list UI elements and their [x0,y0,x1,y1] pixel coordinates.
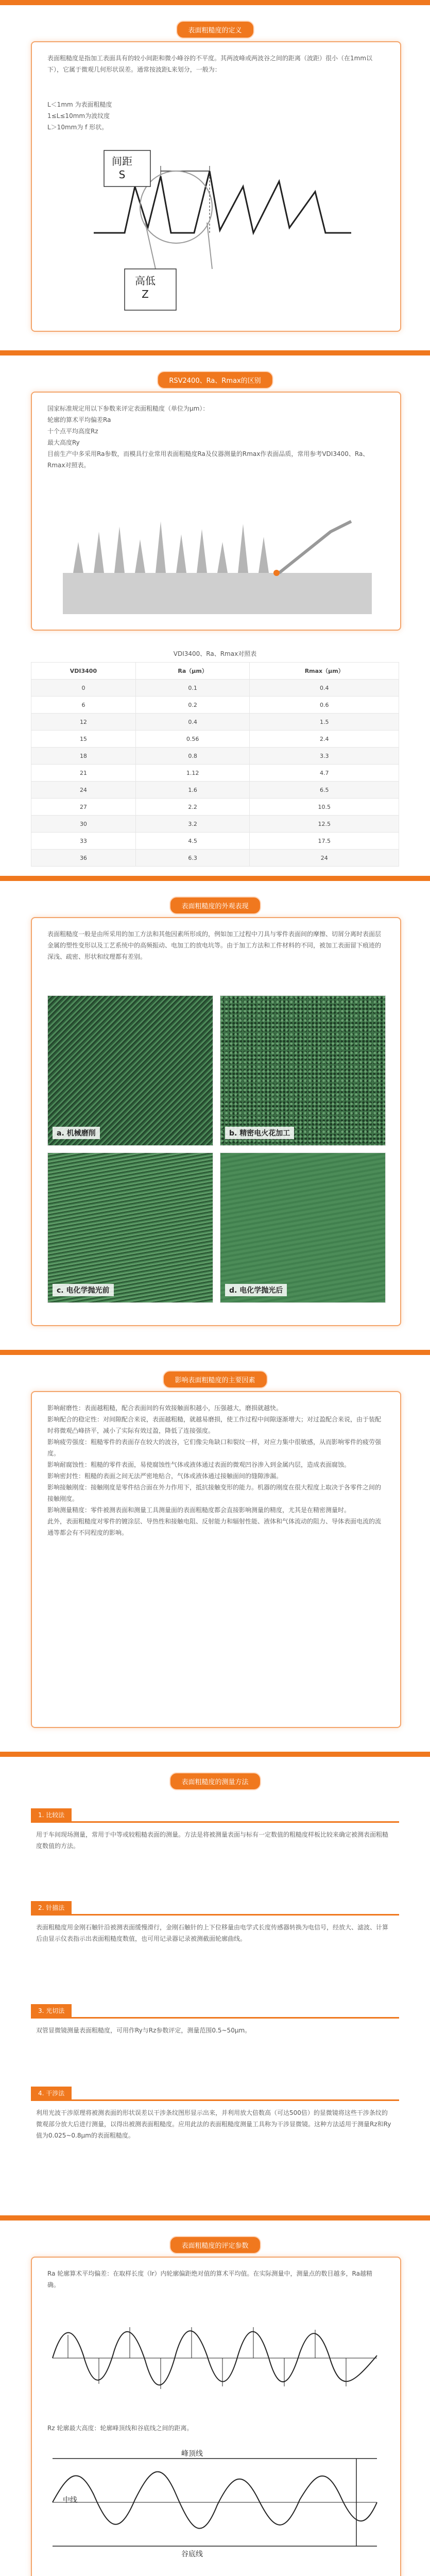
table-cell: 12.5 [250,816,399,833]
header-ra: Ra（μm） [135,663,250,680]
method-text-2: 表面粗糙度用金刚石触针沿被测表面缓慢滑行，金刚石触针的上下位移量由电学式长度传感器转换为电信号，经放大、滤波、计算后由显示仪表指示出表面粗糙度数值，也可用记录器记录被测截面轮廓曲线。 [36,1924,389,1942]
table-row [31,850,399,867]
table-cell: 1.12 [135,765,250,782]
table-cell: 1.6 [135,782,250,799]
appearance-text: 表面粗糙度一般是由所采用的加工方法和其他因素所形成的，例如加工过程中刀具与零件表面间的摩擦、切屑分离时表面层金属的塑性变形以及工艺系统中的高频振动、电加工的放电坑等。由于加工方法和工件材料的不同，被加工表面留下痕迹的深浅、疏密、形状和纹理都有差别。 [47,930,382,960]
parameters-card [31,2257,401,2576]
table-cell: 4.5 [135,833,250,850]
table-cell: 30 [31,816,136,833]
method-line-2 [31,1914,399,1916]
rz-profile-diagram [47,2443,382,2562]
divider-bar-2 [0,876,430,881]
label-pitch: 间距 S [112,155,132,181]
table-title: VDI3400、Ra、Rmax对照表 [173,650,257,657]
definition-line-3: L＞10mm为 f 形状。 [47,124,108,131]
header-rmax: Rmax（μm） [250,663,399,680]
table-cell: 0.8 [135,748,250,765]
caption-d: d. 电化学抛光后 [225,1284,287,1296]
table-cell: 17.5 [250,833,399,850]
method-tag-1: 1. 比较法 [31,1808,72,1821]
section-title-measurement: 表面粗糙度的测量方法 [169,1772,261,1790]
table-cell: 15 [31,731,136,748]
table-cell: 6.5 [250,782,399,799]
divider-bar-4 [0,1752,430,1757]
table-cell: 21 [31,765,136,782]
table-row [31,680,399,697]
method-text-4: 利用光波干涉原理将被测表面的形状误差以干涉条纹图形显示出来，并利用放大倍数高（可达500倍）的显微镜将这些干涉条纹的微观部分放大后进行测量，以得出被测表面粗糙度。应用此法的表面粗糙度测量工具称为干涉显微镜。这种方法适用于测量Rz和Ry值为0.025~0.8μm的表面粗糙度。 [36,2109,391,2139]
image-edm [220,995,386,1146]
caption-a: a. 机械磨削 [53,1127,100,1139]
method-text-1: 用于车间现场测量，常用于中等或较粗糙表面的测量。方法是将被测量表面与标有一定数值的粗糙度样板比较来确定被测表面粗糙度数值的方法。 [36,1831,389,1850]
comparison-card [31,392,401,631]
table-cell: 27 [31,799,136,816]
image-after-polish [220,1153,386,1303]
table-cell: 0.6 [250,697,399,714]
table-row [31,748,399,765]
table-row [31,799,399,816]
image-before-polish [47,1153,213,1303]
ra-description: Ra 轮廓算术平均偏差：在取样长度（lr）内轮廓偏距绝对值的算术平均值。在实际测量中，测量点的数目越多，Ra越精确。 [47,2270,372,2289]
definition-line-2: 1≤L≤10mm为波纹度 [47,112,110,120]
table-row [31,765,399,782]
table-row [31,816,399,833]
table-cell: 6.3 [135,850,250,867]
section-title-parameters: 表面粗糙度的评定参数 [169,2236,261,2254]
table-header-row [31,663,399,680]
divider-bar-3 [0,1350,430,1355]
section-title-influence: 影响表面粗糙度的主要因素 [162,1370,267,1388]
divider-bar-1 [0,350,430,355]
table-row [31,697,399,714]
caption-c: c. 电化学抛光前 [53,1284,114,1296]
method-line-1 [31,1821,399,1823]
comparison-text: 国家标准规定用以下参数来评定表面粗糙度（单位为μm）： 轮廓的算术平均偏差Ra 十个点平均高度Rz 最大高度Ry 目前生产中多采用Ra参数，而模具行业常用表面粗糙度Ra及仪器测量的Rmax作表面品质，常用参考VDI3400、Ra、Rmax对照表。 [47,405,369,469]
caption-b: b. 精密电火花加工 [225,1127,294,1139]
vdi-table [31,662,399,867]
table-cell: 1.5 [250,714,399,731]
table-cell: 0.4 [135,714,250,731]
section-title-comparison: RSV2400、Ra、Rmax的区别 [157,371,273,389]
image-mechanical-grinding [47,995,213,1146]
mean-line-label: 中线 [63,2496,77,2504]
method-line-4 [31,2099,399,2101]
table-cell: 0.56 [135,731,250,748]
definition-line-1: L＜1mm 为表面粗糙度 [47,101,112,108]
valley-line-label: 谷底线 [181,2550,203,2558]
section-title-appearance: 表面粗糙度的外观表现 [169,896,261,914]
definition-card [31,41,401,332]
table-cell: 0.4 [250,680,399,697]
table-row [31,731,399,748]
influence-text: 影响耐磨性：表面越粗糙，配合表面间的有效接触面积越小，压强越大，磨损就越快。 影响配合的稳定性：对间隙配合来说，表面越粗糙，就越易磨损，使工作过程中间隙逐渐增大；对过盈配合来说，由于装配时将微观凸峰挤平，减小了实际有效过盈，降低了连接强度。 影响疲劳强度：粗糙零件的表面存在较大的波谷，它们像尖角缺口和裂纹一样，对应力集中很敏感，从而影响零件的疲劳强度。 影响耐腐蚀性：粗糙的零件表面，易使腐蚀性气体或液体通过表面的微观凹谷渗入到金属内层，造成表面腐蚀。 影响密封性：粗糙的表面之间无法严密地贴合，气体或液体通过接触面间的缝隙渗漏。 影响接触刚度：接触刚度是零件结合面在外力作用下，抵抗接触变形的能力。机器的刚度在很大程度上取决于各零件之间的接触刚度。 影响测量精度：零件被测表面和测量工具测量面的表面粗糙度都会直接影响测量的精度，尤其是在精密测量时。 此外，表面粗糙度对零件的镀涂层、导热性和接触电阻、反射能力和辐射性能、液体和气体流动的阻力、导体表面电流的流通等都会有不同程度的影响。 [47,1404,382,1536]
section-title-definition: 表面粗糙度的定义 [176,21,254,39]
table-cell: 0 [31,680,136,697]
table-cell: 3.2 [135,816,250,833]
table-cell: 36 [31,850,136,867]
method-line-3 [31,2017,399,2019]
table-cell: 3.3 [250,748,399,765]
method-tag-3: 3. 光切法 [31,2004,72,2017]
divider-bar-5 [0,2215,430,2221]
influence-card [31,1391,401,1728]
roughness-profile-illustration [63,511,372,614]
table-cell: 2.4 [250,731,399,748]
method-text-3: 双管显微镜测量表面粗糙度，可用作Ry与Rz参数评定，测量范围0.5~50μm。 [36,2027,251,2034]
table-cell: 10.5 [250,799,399,816]
definition-text: 表面粗糙度是指加工表面具有的较小间距和微小峰谷的不平度。其两波峰或两波谷之间的距离（波距）很小（在1mm以下），它属于微观几何形状误差。通常按波距L来划分，一般为： [47,55,373,73]
table-row [31,833,399,850]
header-vdi: VDI3400 [31,663,136,680]
table-cell: 0.2 [135,697,250,714]
table-cell: 33 [31,833,136,850]
rz-description: Rz 轮廓最大高度：轮廓峰顶线和谷底线之间的距离。 [47,2425,193,2432]
method-tag-4: 4. 干涉法 [31,2087,72,2099]
table-row [31,782,399,799]
top-bar [0,0,430,5]
label-height: 高低 Z [135,275,156,300]
table-cell: 4.7 [250,765,399,782]
table-cell: 2.2 [135,799,250,816]
table-cell: 0.1 [135,680,250,697]
table-cell: 6 [31,697,136,714]
table-row [31,714,399,731]
method-tag-2: 2. 针描法 [31,1901,72,1914]
appearance-card [31,917,401,1326]
table-cell: 24 [31,782,136,799]
table-cell: 12 [31,714,136,731]
ra-profile-diagram [47,2304,382,2412]
table-cell: 18 [31,748,136,765]
peak-line-label: 峰顶线 [181,2450,203,2458]
table-cell: 24 [250,850,399,867]
